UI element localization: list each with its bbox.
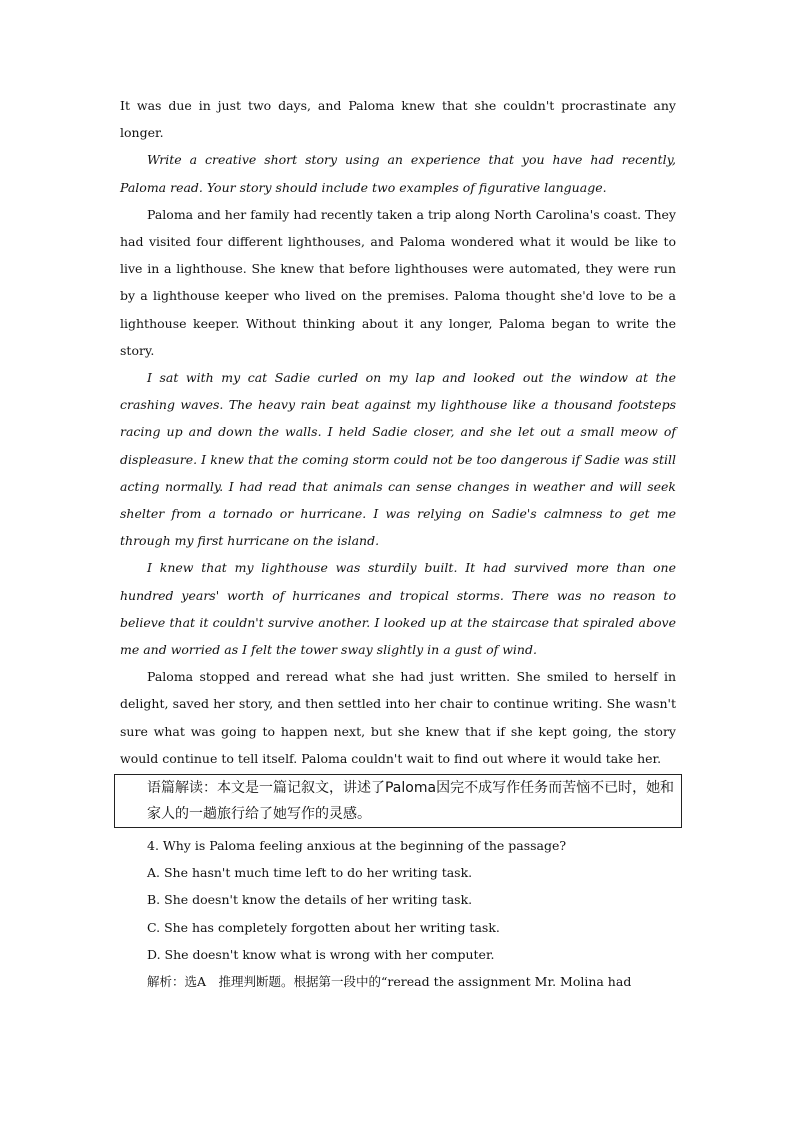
document-page [120,92,676,995]
summary-box: 语篇解读：本文是一篇记叙文，讲述了Paloma因完不成写作任务而苦恼不已时，她和家人的一趟旅行给了她写作的灵感。 [114,774,682,828]
question-stem: 4. Why is Paloma feeling anxious at the beginning of the passage? [147,838,567,854]
paragraph-6: Paloma stopped and reread what she had just written. She smiled to herself in delight, saved her story, and then settled into her chair to continue writing. She wasn't sure what was going to happen next, but she knew that if she kept going, the story would continue to tell itself. Paloma couldn't wait to find out where it would take her. [120,669,676,766]
option-a: A. She hasn't much time left to do her writing task. [147,865,473,881]
paragraph-4-story: I sat with my cat Sadie curled on my lap and looked out the window at the crashing waves. The heavy rain beat against my lighthouse like a thousand footsteps racing up and down the walls. I held Sadie closer, and she let out a small meow of displeasure. I knew that the coming storm could not be too dangerous if Sadie was still acting normally. I had read that animals can sense changes in weather and will seek shelter from a tornado or hurricane. I was relying on Sadie's calmness to get me through my first hurricane on the island. [120,370,676,549]
paragraph-5-story: I knew that my lighthouse was sturdily built. It had survived more than one hundred years' worth of hurricanes and tropical storms. There was no reason to believe that it couldn't survive another. I looked up at the staircase that spiraled above me and worried as I felt the tower sway slightly in a gust of wind. [120,560,676,658]
option-c: C. She has completely forgotten about her writing task. [147,919,500,935]
paragraph-3: Paloma and her family had recently taken a trip along North Carolina's coast. They had visited four different lighthouses, and Paloma wondered what it would be like to live in a lighthouse. She knew that before lighthouses were automated, they were run by a lighthouse keeper who lived on the premises. Paloma thought she'd love to be a lighthouse keeper. Without thinking about it any longer, Paloma began to write the story. [120,206,676,358]
option-b: B. She doesn't know the details of her writing task. [147,892,473,908]
analysis-text: 解析：选A 推理判断题。根据第一段中的“reread the assignment Mr. Molina had [147,974,632,990]
option-d: D. She doesn't know what is wrong with her computer. [147,946,495,962]
paragraph-2-assignment: Write a creative short story using an experience that you have had recently, Paloma read. Your story should include two examples of figurative language. [120,152,676,195]
paragraph-1: It was due in just two days, and Paloma knew that she couldn't procrastinate any longer. [120,98,676,141]
